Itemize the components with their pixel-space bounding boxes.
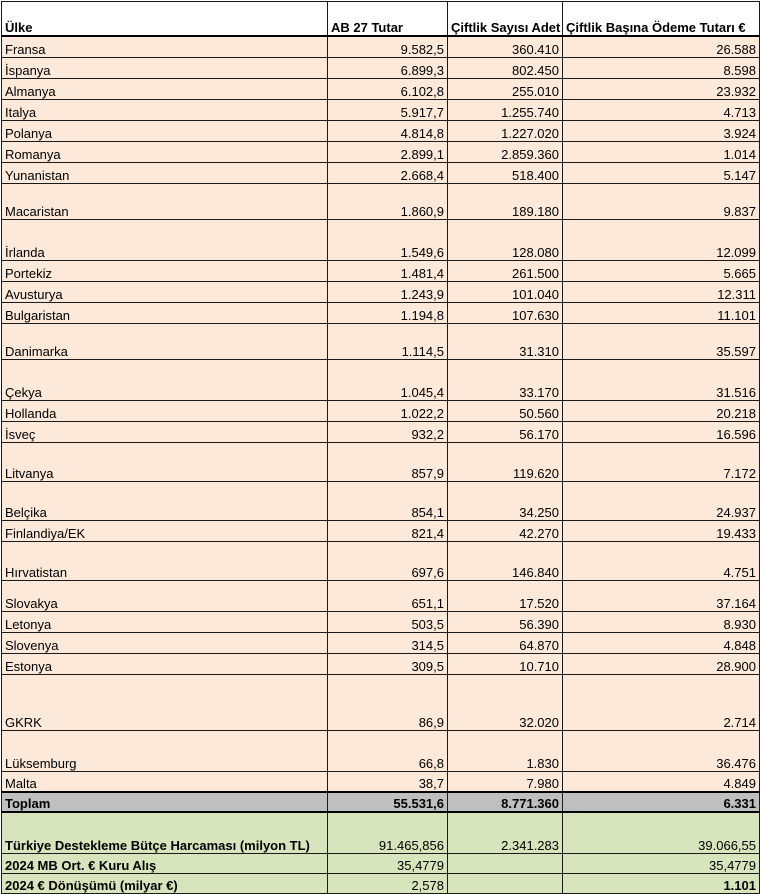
table-row (2, 219, 760, 260)
per-farm-cell: 35.597 (563, 323, 760, 359)
header-row (2, 2, 760, 37)
table-row (2, 400, 760, 421)
table-row (2, 771, 760, 792)
farms-cell: 64.870 (448, 632, 563, 653)
table-row (2, 302, 760, 323)
country-cell: Italya (2, 99, 328, 120)
turkey-budget-c2: 91.465,856 (328, 833, 448, 853)
header-country: Ülke (2, 2, 328, 37)
total-row (2, 792, 760, 812)
table-row (2, 141, 760, 162)
turkey-budget-c3: 2.341.283 (448, 833, 563, 853)
per-farm-cell: 20.218 (563, 400, 760, 421)
total-farms: 8.771.360 (448, 792, 563, 812)
table-row (2, 611, 760, 632)
country-cell: İspanya (2, 57, 328, 78)
farms-cell: 56.170 (448, 421, 563, 442)
farms-cell: 42.270 (448, 520, 563, 541)
country-cell: Slovakya (2, 580, 328, 611)
farms-cell: 189.180 (448, 183, 563, 219)
per-farm-cell: 7.172 (563, 442, 760, 481)
farms-cell: 7.980 (448, 771, 563, 792)
amount-cell: 857,9 (328, 442, 448, 481)
amount-cell: 1.243,9 (328, 281, 448, 302)
amount-cell: 86,9 (328, 674, 448, 730)
country-cell: Malta (2, 771, 328, 792)
per-farm-cell: 23.932 (563, 78, 760, 99)
per-farm-cell: 4.848 (563, 632, 760, 653)
per-farm-cell: 28.900 (563, 653, 760, 674)
country-cell: Romanya (2, 141, 328, 162)
amount-cell: 2.668,4 (328, 162, 448, 183)
table-row (2, 359, 760, 400)
country-cell: Polanya (2, 120, 328, 141)
farms-cell: 33.170 (448, 359, 563, 400)
table-row (2, 421, 760, 442)
euro-conversion-c4: 1.101 (563, 873, 760, 893)
farms-cell: 119.620 (448, 442, 563, 481)
farms-cell: 101.040 (448, 281, 563, 302)
amount-cell: 697,6 (328, 541, 448, 580)
table-row (2, 674, 760, 730)
amount-cell: 5.917,7 (328, 99, 448, 120)
turkey-budget-label: Türkiye Destekleme Bütçe Harcaması (milyon TL) (2, 833, 328, 853)
farms-cell: 360.410 (448, 36, 563, 57)
per-farm-cell: 37.164 (563, 580, 760, 611)
table-row (2, 541, 760, 580)
country-cell: Bulgaristan (2, 302, 328, 323)
country-cell: Fransa (2, 36, 328, 57)
per-farm-cell: 4.713 (563, 99, 760, 120)
per-farm-cell: 5.665 (563, 260, 760, 281)
table-row (2, 580, 760, 611)
country-rows (2, 36, 760, 792)
amount-cell: 309,5 (328, 653, 448, 674)
turkey-section (2, 812, 760, 893)
farms-cell: 107.630 (448, 302, 563, 323)
farms-cell: 802.450 (448, 57, 563, 78)
table-row (2, 57, 760, 78)
country-cell: İrlanda (2, 219, 328, 260)
spacer-row (2, 812, 760, 833)
per-farm-cell: 26.588 (563, 36, 760, 57)
euro-conversion-c3 (448, 873, 563, 893)
farms-cell: 128.080 (448, 219, 563, 260)
farms-cell: 1.830 (448, 730, 563, 771)
table-row (2, 162, 760, 183)
country-cell: Slovenya (2, 632, 328, 653)
total-per-farm: 6.331 (563, 792, 760, 812)
table-row (2, 442, 760, 481)
farms-cell: 17.520 (448, 580, 563, 611)
per-farm-cell: 16.596 (563, 421, 760, 442)
farms-cell: 10.710 (448, 653, 563, 674)
table-row (2, 78, 760, 99)
farms-cell: 34.250 (448, 481, 563, 520)
exchange-rate-c2: 35,4779 (328, 853, 448, 873)
per-farm-cell: 4.751 (563, 541, 760, 580)
farms-cell: 2.859.360 (448, 141, 563, 162)
amount-cell: 2.899,1 (328, 141, 448, 162)
amount-cell: 6.102,8 (328, 78, 448, 99)
euro-conversion-c2: 2,578 (328, 873, 448, 893)
header-per-farm: Çiftlik Başına Ödeme Tutarı € (563, 2, 760, 37)
per-farm-cell: 12.311 (563, 281, 760, 302)
total-label: Toplam (2, 792, 328, 812)
per-farm-cell: 36.476 (563, 730, 760, 771)
farms-cell: 56.390 (448, 611, 563, 632)
header-farms: Çiftlik Sayısı Adet (448, 2, 563, 37)
farms-cell: 1.227.020 (448, 120, 563, 141)
per-farm-cell: 19.433 (563, 520, 760, 541)
country-cell: Portekiz (2, 260, 328, 281)
farms-cell: 518.400 (448, 162, 563, 183)
exchange-rate-row (2, 853, 760, 873)
payments-table (1, 1, 760, 894)
amount-cell: 503,5 (328, 611, 448, 632)
country-cell: Lüksemburg (2, 730, 328, 771)
farms-cell: 31.310 (448, 323, 563, 359)
euro-conversion-row (2, 873, 760, 893)
amount-cell: 4.814,8 (328, 120, 448, 141)
table-row (2, 36, 760, 57)
amount-cell: 1.045,4 (328, 359, 448, 400)
country-cell: İsveç (2, 421, 328, 442)
table-row (2, 632, 760, 653)
amount-cell: 1.549,6 (328, 219, 448, 260)
amount-cell: 66,8 (328, 730, 448, 771)
per-farm-cell: 4.849 (563, 771, 760, 792)
table-row (2, 481, 760, 520)
farms-cell: 1.255.740 (448, 99, 563, 120)
country-cell: Hırvatistan (2, 541, 328, 580)
table-row (2, 281, 760, 302)
amount-cell: 1.860,9 (328, 183, 448, 219)
farms-cell: 146.840 (448, 541, 563, 580)
table-row (2, 653, 760, 674)
table-row (2, 520, 760, 541)
amount-cell: 1.114,5 (328, 323, 448, 359)
country-cell: Yunanistan (2, 162, 328, 183)
per-farm-cell: 8.930 (563, 611, 760, 632)
amount-cell: 821,4 (328, 520, 448, 541)
per-farm-cell: 11.101 (563, 302, 760, 323)
country-cell: GKRK (2, 674, 328, 730)
country-cell: Litvanya (2, 442, 328, 481)
table-row (2, 120, 760, 141)
amount-cell: 651,1 (328, 580, 448, 611)
per-farm-cell: 1.014 (563, 141, 760, 162)
amount-cell: 9.582,5 (328, 36, 448, 57)
country-cell: Belçika (2, 481, 328, 520)
euro-conversion-label: 2024 € Dönüşümü (milyar €) (2, 873, 328, 893)
per-farm-cell: 24.937 (563, 481, 760, 520)
table-row (2, 323, 760, 359)
per-farm-cell: 8.598 (563, 57, 760, 78)
turkey-budget-c4: 39.066,55 (563, 833, 760, 853)
country-cell: Almanya (2, 78, 328, 99)
per-farm-cell: 12.099 (563, 219, 760, 260)
table-row (2, 730, 760, 771)
amount-cell: 314,5 (328, 632, 448, 653)
per-farm-cell: 31.516 (563, 359, 760, 400)
country-cell: Hollanda (2, 400, 328, 421)
exchange-rate-c3 (448, 853, 563, 873)
amount-cell: 854,1 (328, 481, 448, 520)
farms-cell: 50.560 (448, 400, 563, 421)
per-farm-cell: 9.837 (563, 183, 760, 219)
country-cell: Macaristan (2, 183, 328, 219)
exchange-rate-label: 2024 MB Ort. € Kuru Alış (2, 853, 328, 873)
amount-cell: 6.899,3 (328, 57, 448, 78)
per-farm-cell: 3.924 (563, 120, 760, 141)
country-cell: Avusturya (2, 281, 328, 302)
amount-cell: 932,2 (328, 421, 448, 442)
amount-cell: 1.194,8 (328, 302, 448, 323)
table-row (2, 99, 760, 120)
amount-cell: 1.481,4 (328, 260, 448, 281)
header-amount: AB 27 Tutar (328, 2, 448, 37)
table-row (2, 260, 760, 281)
table-row (2, 183, 760, 219)
country-cell: Finlandiya/EK (2, 520, 328, 541)
farms-cell: 32.020 (448, 674, 563, 730)
country-cell: Letonya (2, 611, 328, 632)
amount-cell: 1.022,2 (328, 400, 448, 421)
country-cell: Estonya (2, 653, 328, 674)
country-cell: Danimarka (2, 323, 328, 359)
total-amount: 55.531,6 (328, 792, 448, 812)
per-farm-cell: 5.147 (563, 162, 760, 183)
exchange-rate-c4: 35,4779 (563, 853, 760, 873)
country-cell: Çekya (2, 359, 328, 400)
farms-cell: 261.500 (448, 260, 563, 281)
per-farm-cell: 2.714 (563, 674, 760, 730)
amount-cell: 38,7 (328, 771, 448, 792)
turkey-budget-row (2, 833, 760, 853)
farms-cell: 255.010 (448, 78, 563, 99)
